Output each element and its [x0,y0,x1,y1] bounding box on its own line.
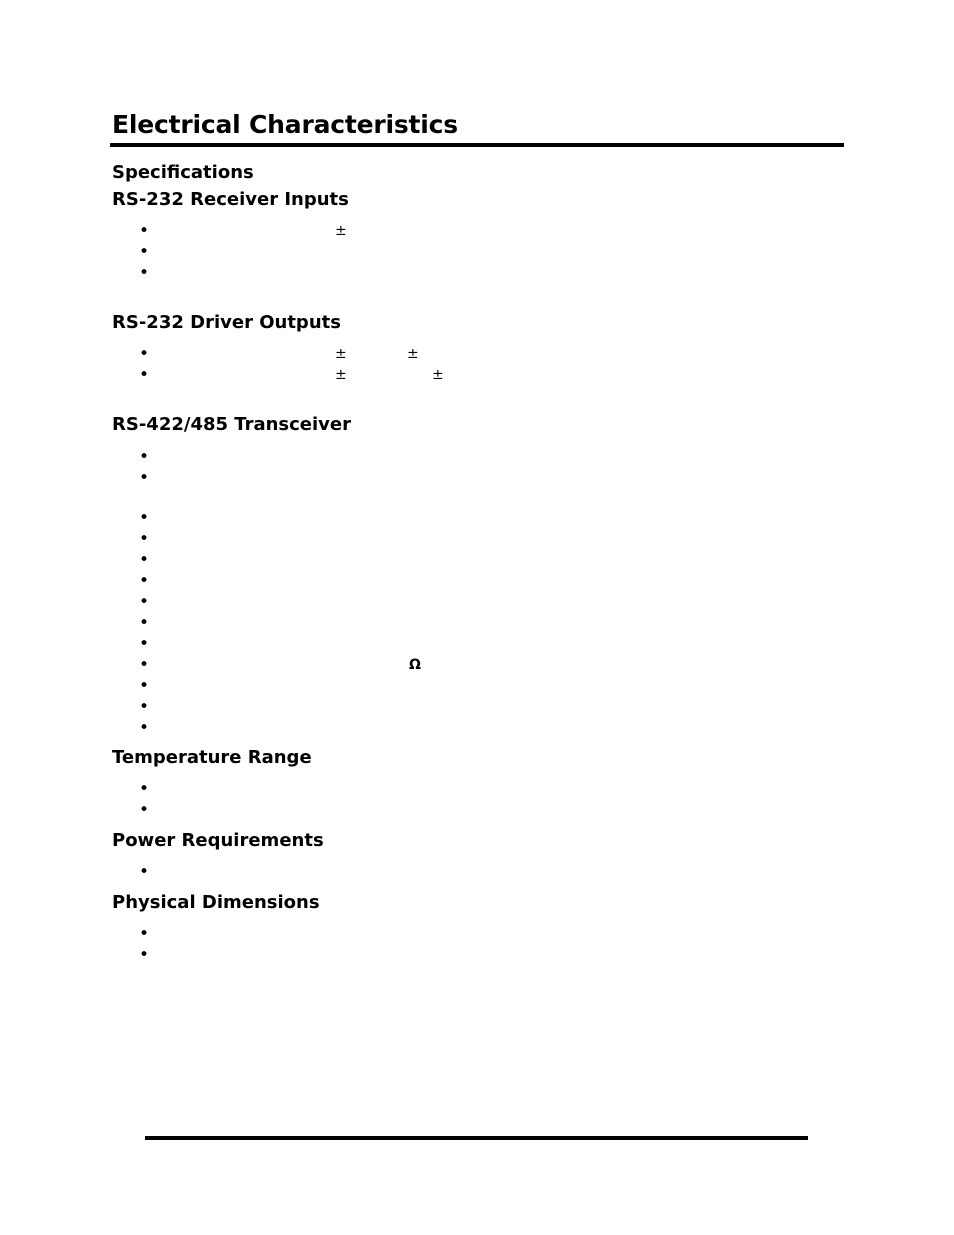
list-bullet [139,784,149,794]
temperature-range-heading: Temperature Range [112,747,312,768]
rs422-485-heading: RS-422/485 Transceiver [112,414,352,435]
page-title: Electrical Characteristics [112,110,458,139]
list-bullet [139,597,149,607]
list-bullet [139,513,149,523]
list-bullet [139,370,149,380]
list-bullet [139,268,149,278]
list-bullet [139,681,149,691]
list-bullet [139,247,149,257]
list-bullet [139,867,149,877]
plus-minus-symbol: ± [432,367,444,383]
list-bullet [139,555,149,565]
power-requirements-heading: Power Requirements [112,830,324,851]
list-bullet [139,576,149,586]
plus-minus-symbol: ± [335,367,347,383]
title-underline [110,143,844,147]
ohm-symbol: Ω [409,657,421,673]
footer-rule [145,1136,808,1140]
plus-minus-symbol: ± [335,346,347,362]
rs232-receiver-heading: RS-232 Receiver Inputs [112,189,349,210]
rs232-driver-heading: RS-232 Driver Outputs [112,312,341,333]
list-bullet [139,226,149,236]
list-bullet [139,723,149,733]
specifications-heading: Specifications [112,162,254,183]
list-bullet [139,349,149,359]
list-bullet [139,702,149,712]
list-bullet [139,452,149,462]
plus-minus-symbol: ± [335,223,347,239]
list-bullet [139,660,149,670]
physical-dimensions-heading: Physical Dimensions [112,892,320,913]
list-bullet [139,950,149,960]
list-bullet [139,805,149,815]
list-bullet [139,618,149,628]
list-bullet [139,473,149,483]
list-bullet [139,639,149,649]
plus-minus-symbol: ± [407,346,419,362]
list-bullet [139,929,149,939]
list-bullet [139,534,149,544]
